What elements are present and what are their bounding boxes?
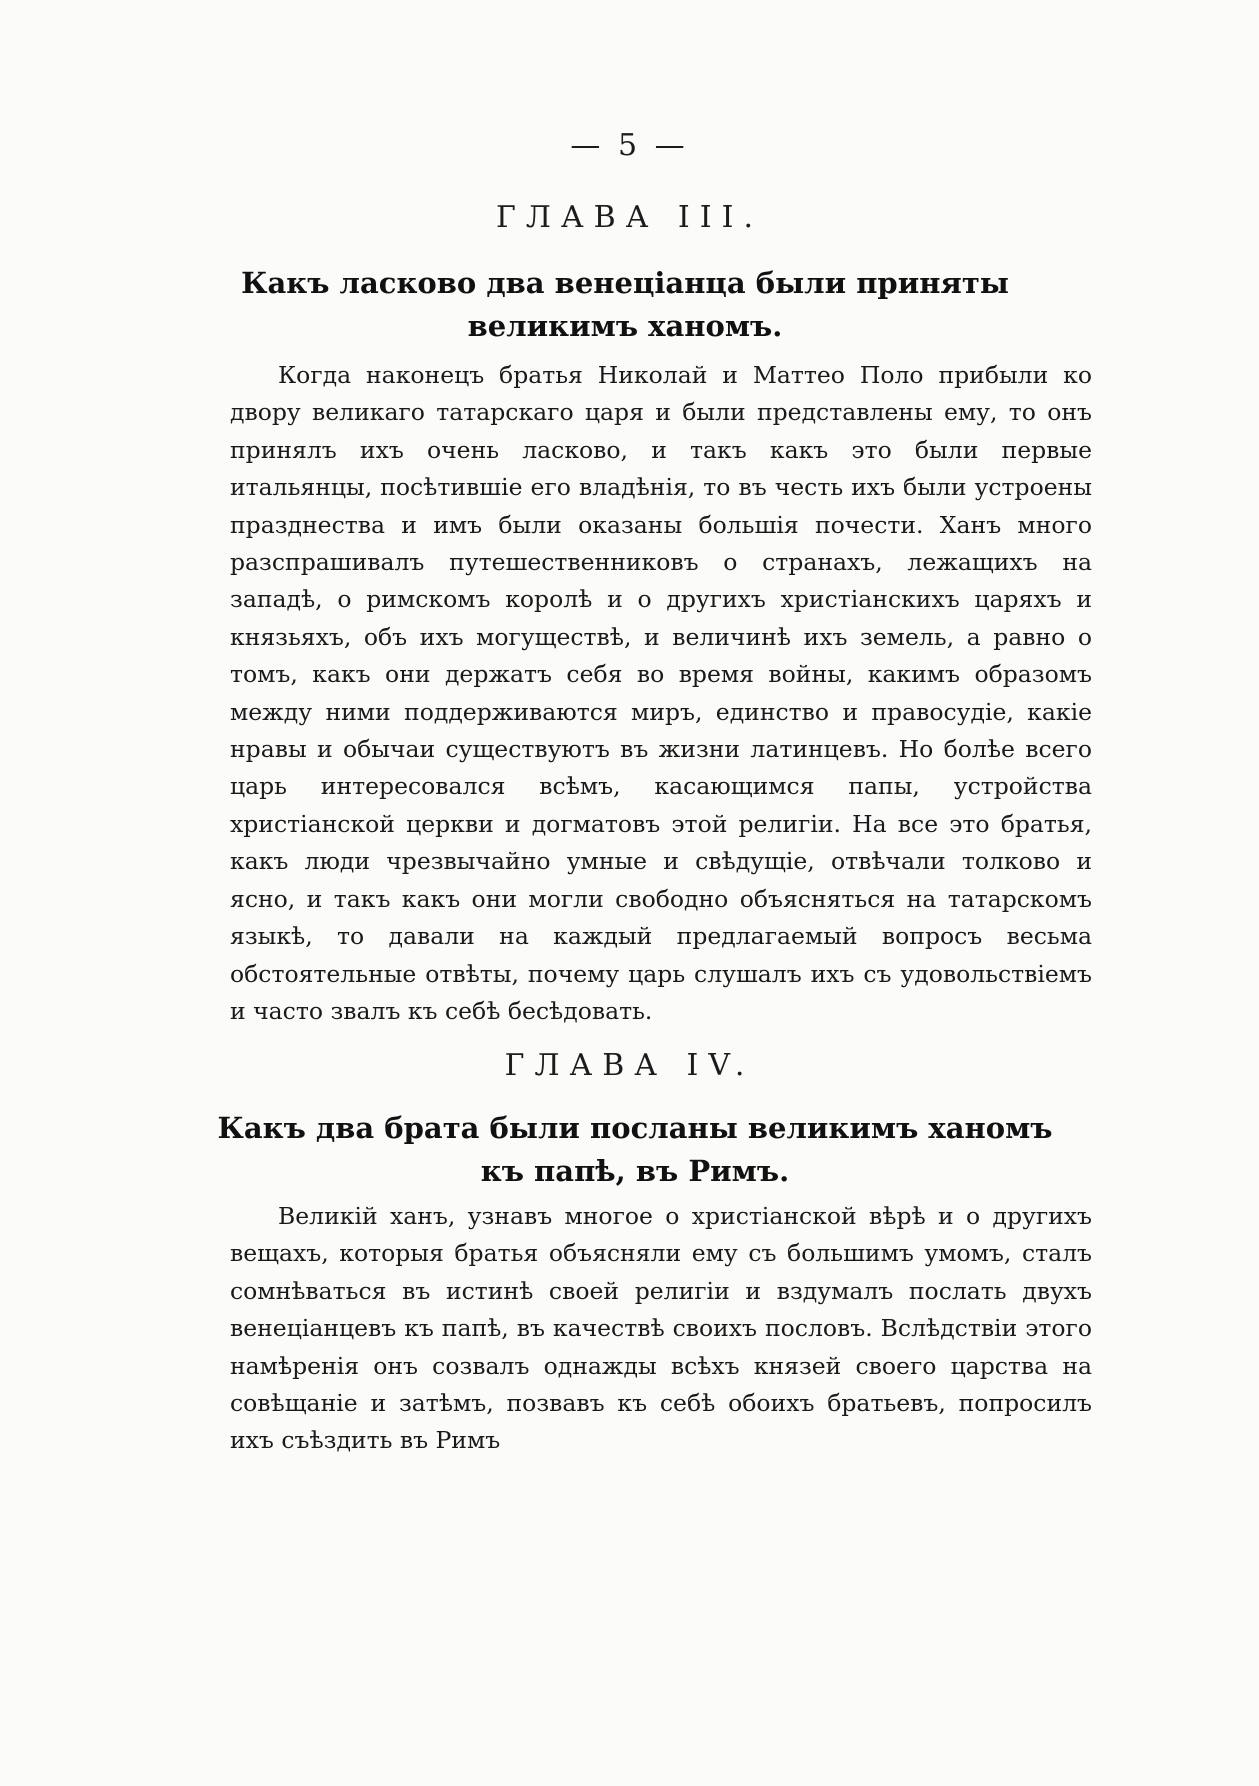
chapter-4-paragraph: Великій ханъ, узнавъ многое о христіанской вѣрѣ и о другихъ вещахъ, которыя братья объясняли ему съ большимъ умомъ, сталъ сомнѣваться въ истинѣ своей религіи и вздумалъ послать двухъ венеціанцевъ къ папѣ, въ качествѣ своихъ пословъ. Вслѣдствіи этого намѣренія онъ созвалъ однажды всѣхъ князей своего царства на совѣщаніе и затѣмъ, позвавъ къ себѣ обоихъ братьевъ, попросилъ ихъ съѣздить въ Римъ [230,1202,1092,1455]
chapter-3-heading: ГЛАВА III. [495,200,763,235]
page-number: — 5 — [570,128,689,163]
chapter-4-heading: ГЛАВА IV. [504,1048,755,1083]
chapter-4-title: Какъ два брата были посланы великимъ ханомъ къ папѣ, въ Римъ. [217,1111,1053,1188]
chapter-3-title: Какъ ласково два венеціанца были приняты великимъ ханомъ. [241,266,1009,343]
chapter-3-paragraph: Когда наконецъ братья Николай и Маттео Поло прибыли ко двору великаго татарскаго царя и были представлены ему, то онъ принялъ ихъ очень ласково, и такъ какъ это были первые итальянцы, посѣтившіе его владѣнія, то въ честь ихъ были устроены празднества и имъ были оказаны большія почести. Ханъ много разспрашивалъ путешественниковъ о странахъ, лежащихъ на западѣ, о римскомъ королѣ и о другихъ христіанскихъ царяхъ и князьяхъ, объ ихъ могуществѣ, и величинѣ ихъ земель, а равно о томъ, какъ они держатъ себя во время войны, какимъ образомъ между ними поддерживаются миръ, единство и правосудіе, какіе нравы и обычаи существуютъ въ жизни латинцевъ. Но болѣе всего царь интересовался всѣмъ, касающимся папы, устройства христіанской церкви и догматовъ этой религіи. На все это братья, какъ люди чрезвычайно умные и свѣдущіе, отвѣчали толково и ясно, и такъ какъ они могли свободно объясняться на татарскомъ языкѣ, то давали на каждый предлагаемый вопросъ весьма обстоятельные отвѣты, почему царь слушалъ ихъ съ удовольствіемъ и часто звалъ къ себѣ бесѣдовать. [230,361,1092,1025]
